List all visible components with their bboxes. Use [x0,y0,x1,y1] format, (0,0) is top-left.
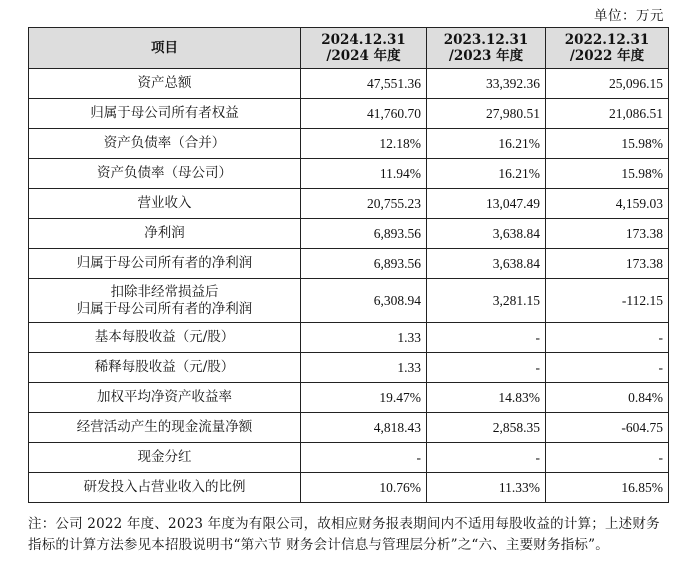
table-row [29,159,669,189]
value-2022: 173.38 [546,249,669,279]
row-label: 资产负债率（合并） [29,129,301,159]
row-label: 经营活动产生的现金流量净额 [29,413,301,443]
value-2024: 6,308.94 [301,279,427,323]
row-label: 净利润 [29,219,301,249]
row-label: 加权平均净资产收益率 [29,383,301,413]
value-2024: 6,893.56 [301,249,427,279]
value-2024: 47,551.36 [301,69,427,99]
value-2022: - [546,353,669,383]
value-2022: 25,096.15 [546,69,669,99]
value-2023: 3,638.84 [427,219,546,249]
table-row [29,383,669,413]
footnote [28,514,672,556]
value-2024: 11.94% [301,159,427,189]
value-2022: - [546,323,669,353]
header-2023 [427,28,546,69]
table-row [29,129,669,159]
header-2022-year: /2022 年度 [569,48,645,64]
value-2023: 16.21% [427,129,546,159]
table-row [29,69,669,99]
value-2023: 3,638.84 [427,249,546,279]
header-2023-date: 2023.12.31 [443,32,529,48]
row-label: 研发投入占营业收入的比例 [29,473,301,503]
row-label-line1: 扣除非经常损益后 [110,283,219,300]
row-label [29,279,301,323]
value-2023: 16.21% [427,159,546,189]
value-2023: 2,858.35 [427,413,546,443]
value-2023: 3,281.15 [427,279,546,323]
value-2024: 41,760.70 [301,99,427,129]
value-2023: - [427,443,546,473]
value-2022: - [546,443,669,473]
value-2024: 19.47% [301,383,427,413]
row-label: 资产负债率（母公司） [29,159,301,189]
table-row [29,219,669,249]
row-label: 营业收入 [29,189,301,219]
row-label: 归属于母公司所有者的净利润 [29,249,301,279]
value-2023: 27,980.51 [427,99,546,129]
table-row [29,413,669,443]
value-2024: 12.18% [301,129,427,159]
row-label: 现金分红 [29,443,301,473]
value-2022: 15.98% [546,129,669,159]
table-row [29,353,669,383]
value-2024: 4,818.43 [301,413,427,443]
table-row [29,99,669,129]
unit-label: 单位：万元 [594,8,664,24]
value-2024: 20,755.23 [301,189,427,219]
value-2024: - [301,443,427,473]
header-2022 [546,28,669,69]
header-item: 项目 [29,28,301,69]
row-label: 归属于母公司所有者权益 [29,99,301,129]
table-row [29,443,669,473]
table-row [29,323,669,353]
value-2022: 21,086.51 [546,99,669,129]
header-2022-date: 2022.12.31 [564,32,650,48]
value-2023: - [427,323,546,353]
table-row [29,279,669,323]
value-2022: -604.75 [546,413,669,443]
table-row [29,473,669,503]
value-2023: 33,392.36 [427,69,546,99]
row-label-line2: 归属于母公司所有者的净利润 [76,300,253,317]
value-2022: 173.38 [546,219,669,249]
header-2024 [301,28,427,69]
value-2022: 16.85% [546,473,669,503]
table-header-row [29,28,669,69]
value-2024: 10.76% [301,473,427,503]
table-row [29,249,669,279]
value-2023: 11.33% [427,473,546,503]
value-2023: 13,047.49 [427,189,546,219]
value-2023: 14.83% [427,383,546,413]
value-2024: 6,893.56 [301,219,427,249]
value-2022: 0.84% [546,383,669,413]
value-2022: 4,159.03 [546,189,669,219]
value-2022: 15.98% [546,159,669,189]
row-label: 基本每股收益（元/股） [29,323,301,353]
value-2022: -112.15 [546,279,669,323]
financial-indicators-table [28,27,669,503]
header-2024-date: 2024.12.31 [321,32,406,48]
header-2023-year: /2023 年度 [448,48,524,64]
value-2024: 1.33 [301,323,427,353]
value-2023: - [427,353,546,383]
row-label: 稀释每股收益（元/股） [29,353,301,383]
table-row [29,189,669,219]
footnote-text: 注：公司 2022 年度、2023 年度为有限公司，故相应财务报表期间内不适用每股收益的计算；上述财务指标的计算方法参见本招股说明书“第六节 财务会计信息与管理层分析”之“六、主要财务指标”。 [28,516,660,553]
value-2024: 1.33 [301,353,427,383]
row-label: 资产总额 [29,69,301,99]
header-2024-year: /2024 年度 [326,48,401,64]
